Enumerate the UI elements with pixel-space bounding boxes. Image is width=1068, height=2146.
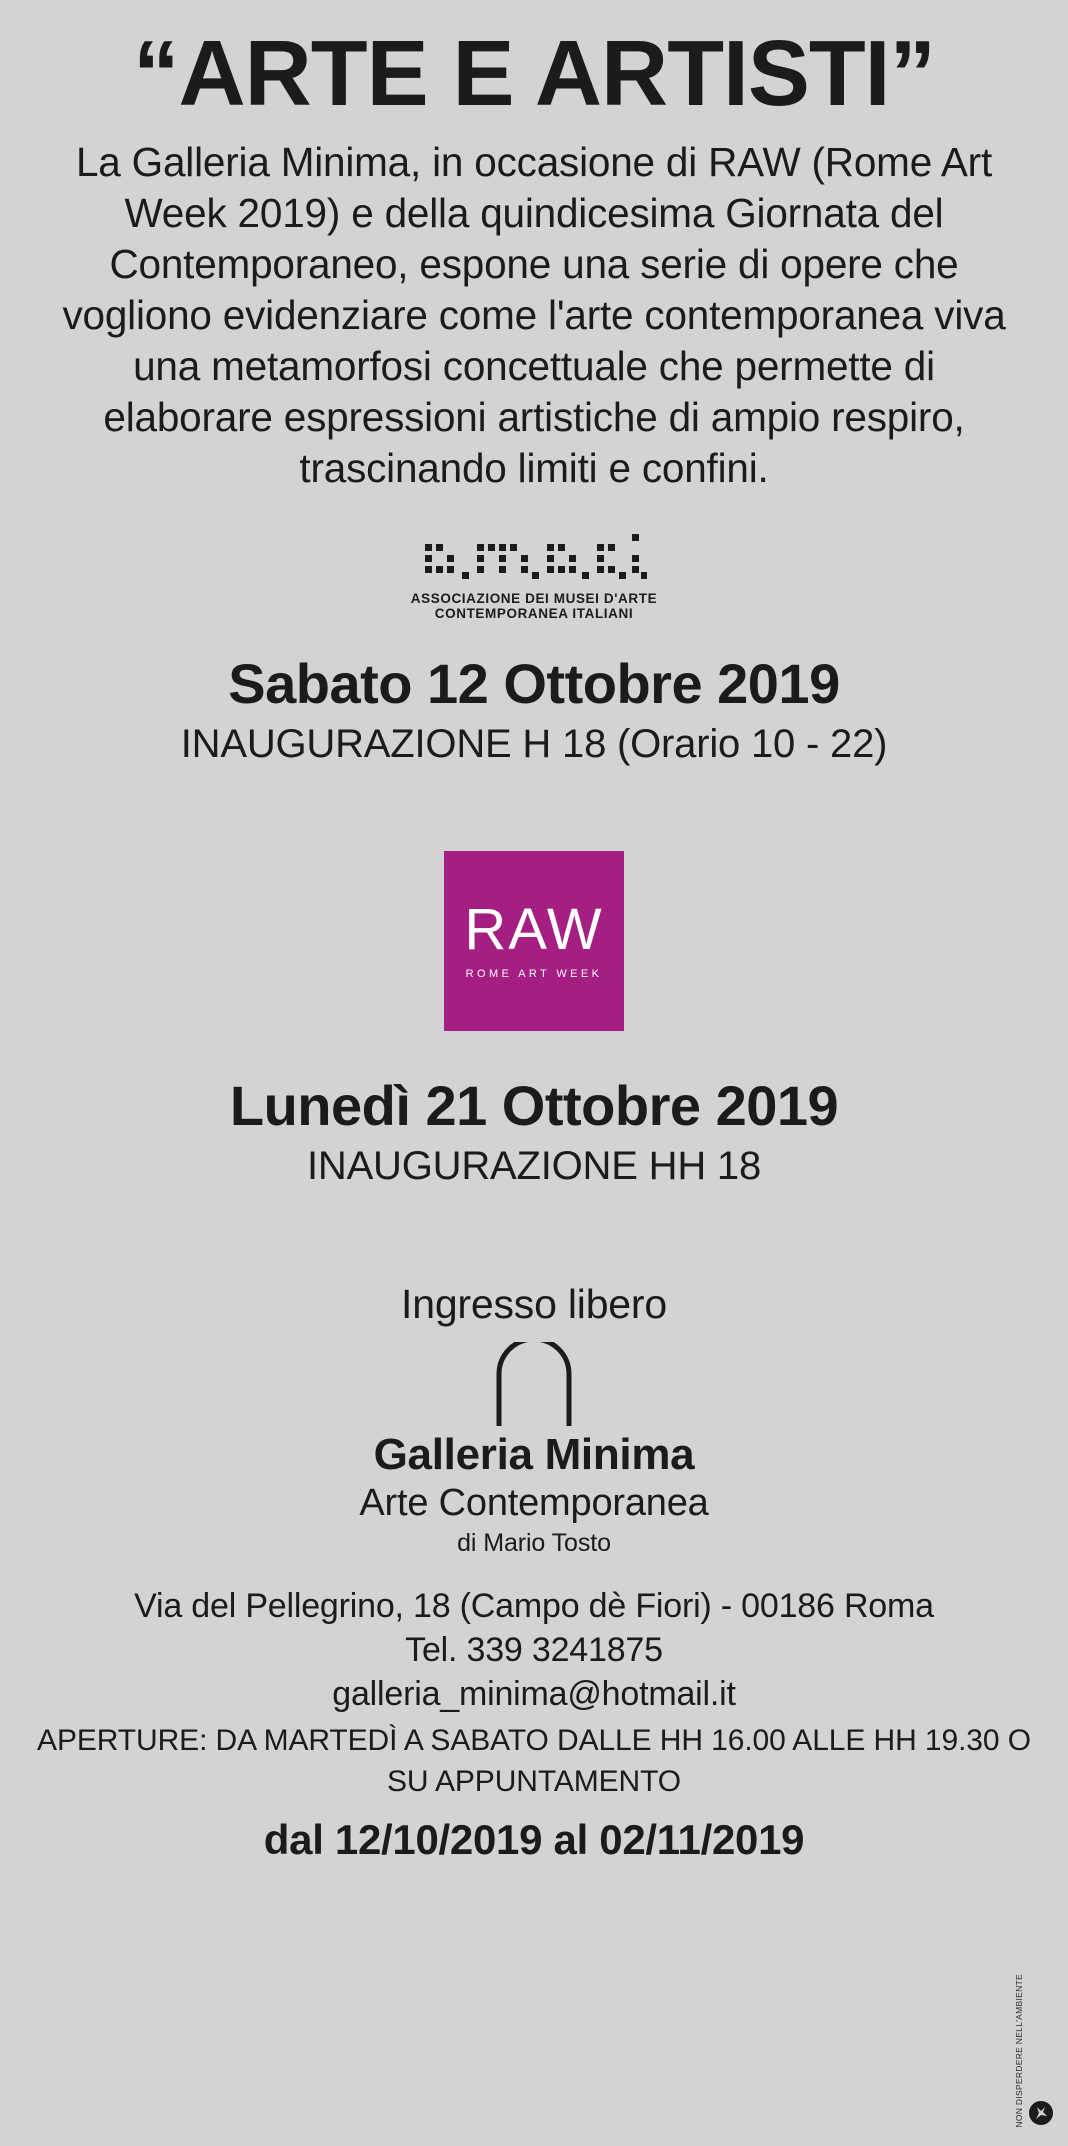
quote-open: “: [132, 21, 179, 125]
event1-date: Sabato 12 Ottobre 2019: [228, 651, 840, 715]
opening-hours-line1: APERTURE: DA MARTEDÌ A SABATO: [37, 1723, 549, 1757]
amaci-subtitle-line2: CONTEMPORANEA ITALIANI: [434, 605, 634, 621]
gallery-name: Galleria Minima: [373, 1429, 695, 1479]
opening-hours: [26, 1720, 1042, 1802]
quote-close: ”: [889, 21, 936, 125]
amaci-subtitle: [411, 591, 657, 621]
raw-logo: [26, 851, 1042, 1031]
contact-block: [26, 1584, 1042, 1716]
disposal-notice: [1014, 1974, 1054, 2128]
contact-address: Via del Pellegrino, 18 (Campo dè Fiori) - 00186 Roma: [134, 1586, 934, 1625]
event2-date: Lunedì 21 Ottobre 2019: [229, 1073, 839, 1137]
event1-details: INAUGURAZIONE H 18 (Orario 10 - 22): [180, 721, 888, 766]
event2-details: INAUGURAZIONE HH 18: [306, 1143, 762, 1188]
disposal-notice-text: NON DISPERDERE NELL'AMBIENTE: [1014, 1974, 1024, 2128]
raw-logo-box: [444, 851, 624, 1031]
no-littering-icon: [1028, 2098, 1054, 2128]
amaci-logo: [26, 528, 1042, 621]
contact-phone: Tel. 339 3241875: [405, 1630, 663, 1669]
gallery-subtitle: Arte Contemporanea: [359, 1481, 709, 1524]
admission-note: Ingresso libero: [401, 1280, 667, 1327]
gallery-owner: di Mario Tosto: [457, 1528, 611, 1557]
exhibition-period: dal 12/10/2019 al 02/11/2019: [263, 1815, 805, 1863]
contact-email[interactable]: galleria_minima@hotmail.it: [332, 1674, 736, 1713]
raw-wordmark: RAW: [464, 897, 604, 963]
intro-paragraph: La Galleria Minima, in occasione di RAW (Rome Art Week 2019) e della quindicesima Giornata del Contemporaneo, espone una serie di opere che vogliono evidenziare come l'arte contemporanea viva una metamorfosi concettuale che permette di elaborare espressioni artistiche di ampio respiro, trascinando limiti e confini.: [62, 138, 1006, 491]
opening-hours-line2: DALLE HH 16.00 ALLE HH 19.30 O SU APPUNTAMENTO: [386, 1723, 1031, 1798]
page-title: [26, 21, 1042, 125]
raw-subtitle: ROME ART WEEK: [465, 968, 603, 981]
title-text: ARTE E ARTISTI: [178, 21, 890, 125]
amaci-wordmark-icon: [419, 528, 649, 584]
amaci-subtitle-line1: ASSOCIAZIONE DEI MUSEI D'ARTE: [410, 590, 658, 606]
arch-icon: [489, 1342, 579, 1426]
gallery-logo: [26, 1342, 1042, 1426]
